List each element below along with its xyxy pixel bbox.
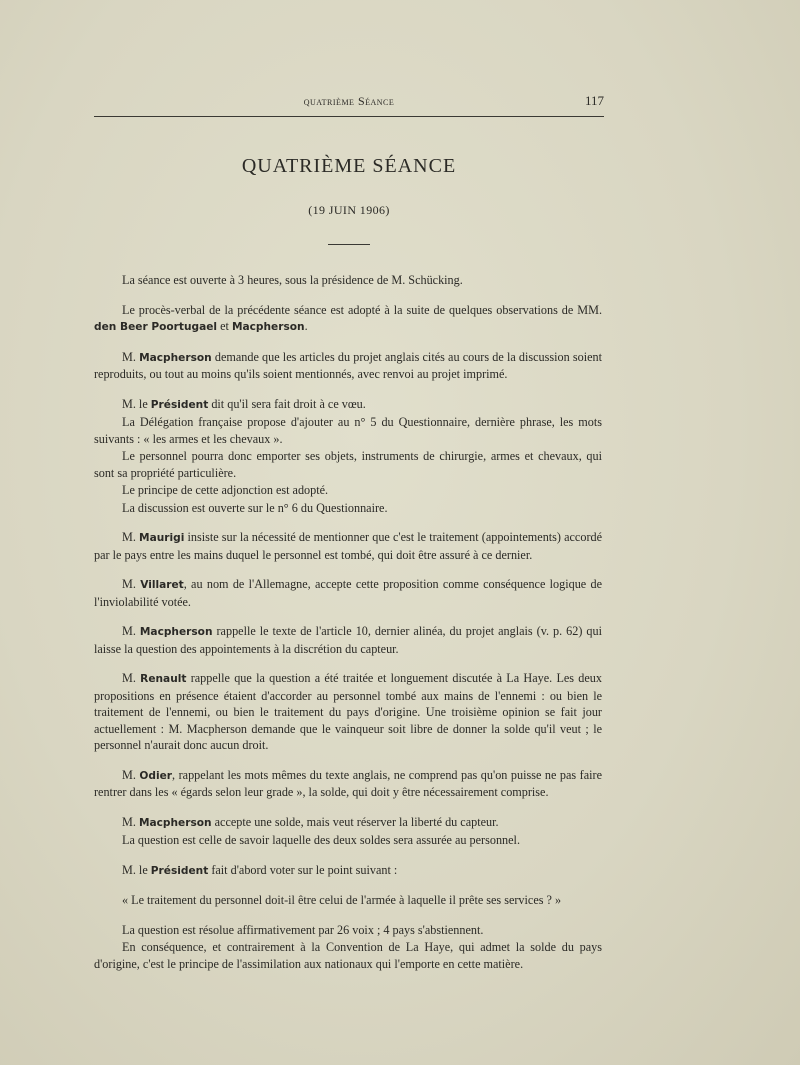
running-header <box>94 94 604 114</box>
paragraph-delegation-francaise: La Délégation française propose d'ajouter au n° 5 du Questionnaire, dernière phrase, les mots suivants : « les armes et les chevaux ». <box>94 415 602 446</box>
paragraph-personnel: Le personnel pourra donc emporter ses objets, instruments de chirurgie, armes et chevaux, qui sont sa propriété particulière. <box>94 449 602 480</box>
paragraph-macpherson-article: M. Macpherson rappelle le texte de l'article 10, dernier alinéa, du projet anglais (v. p. 62) qui laisse la question des appointements à la discrétion du capteur. <box>94 624 602 656</box>
paragraph-maurigi: M. Maurigi insiste sur la nécessité de mentionner que c'est le traitement (appointements) accordé par le pays entre les mains duquel le personnel est tombé, qui doit être assuré à ce dernier. <box>94 530 603 562</box>
paragraph-vote-result: La question est résolue affirmativement par 26 voix ; 4 pays s'abstiennent. <box>122 922 484 937</box>
paragraph-macpherson-solde: M. Macpherson accepte une solde, mais veut réserver la liberté du capteur. <box>122 814 499 829</box>
speaker-name: Macpherson <box>139 351 212 364</box>
header-rule <box>94 116 604 117</box>
paragraph-president-reply: M. le Président dit qu'il sera fait droit à ce vœu. <box>122 396 366 411</box>
paragraph-adoption: Le principe de cette adjonction est adopté. <box>122 483 329 497</box>
session-title: QUATRIÈME SÉANCE <box>241 155 457 177</box>
paragraph-proces-verbal: Le procès-verbal de la précédente séance est adopté à la suite de quelques observations de MM. den Beer Poortugael et Macpherson. <box>94 302 602 333</box>
body-text <box>94 272 602 972</box>
paragraph-opening: La séance est ouverte à 3 heures, sous la présidence de M. Schücking. <box>122 273 463 287</box>
speaker-name: Odier <box>139 769 173 782</box>
paragraph-odier: M. Odier, rappelant les mots mêmes du texte anglais, ne comprend pas qu'on puisse ne pas faire rentrer dans les « égards selon leur grade », la solde, qui doit y être nécessairement comprise. <box>94 767 602 799</box>
paragraph-renault: M. Renault rappelle que la question a été traitée et longuement discutée à La Haye. Les deux propositions en présence étaient d'accorder au personnel tombé aux mains de l'ennemi : ou bien le traitement de l'ennemi, ou bien le traitement du pays d'origine. Une troisième opinion se fait jour actuellement : M. Macpherson demande que le vainqueur soit libre de donner la solde qu'il veut ; le personnel n'aurait donc aucun droit. <box>94 671 602 752</box>
paragraph-conclusion: En conséquence, et contrairement à la Convention de La Haye, qui admet la solde du pays d'origine, c'est le principe de l'assimilation aux nationaux qui l'emporte en cette matière. <box>94 940 602 971</box>
speaker-name: Villaret <box>140 579 184 591</box>
speaker-name: Macpherson <box>139 626 213 638</box>
speaker-name: Président <box>150 864 209 877</box>
paragraph-president-vote: M. le Président fait d'abord voter sur le point suivant : <box>122 862 398 877</box>
paragraph-discussion-open: La discussion est ouverte sur le n° 6 du Questionnaire. <box>122 500 388 515</box>
speaker-name: den Beer Poortugael <box>94 321 218 333</box>
speaker-name: Renault <box>140 673 187 685</box>
speaker-name: Maurigi <box>139 532 185 544</box>
page-number: 117 <box>584 93 604 108</box>
session-date: (19 JUIN 1906) <box>308 203 390 217</box>
paragraph-villaret: M. Villaret, au nom de l'Allemagne, accepte cette proposition comme conséquence logique de l'inviolabilité votée. <box>94 577 602 609</box>
title-divider <box>328 244 370 245</box>
speaker-name: Macpherson <box>231 321 305 333</box>
running-header-section: quatrième Séance <box>303 94 395 108</box>
speaker-name: Président <box>150 398 209 411</box>
paragraph-macpherson-request: M. Macpherson demande que les articles du projet anglais cités au cours de la discussion soient reproduits, ou tout au moins qu'ils soient mentionnés, avec renvoi au projet imprimé. <box>94 349 602 381</box>
paragraph-question: La question est celle de savoir laquelle des deux soldes sera assurée au personnel. <box>122 833 520 847</box>
speaker-name: Macpherson <box>138 816 212 829</box>
paragraph-vote-question: « Le traitement du personnel doit-il être celui de l'armée à laquelle il prête ses services ? » <box>122 893 562 907</box>
